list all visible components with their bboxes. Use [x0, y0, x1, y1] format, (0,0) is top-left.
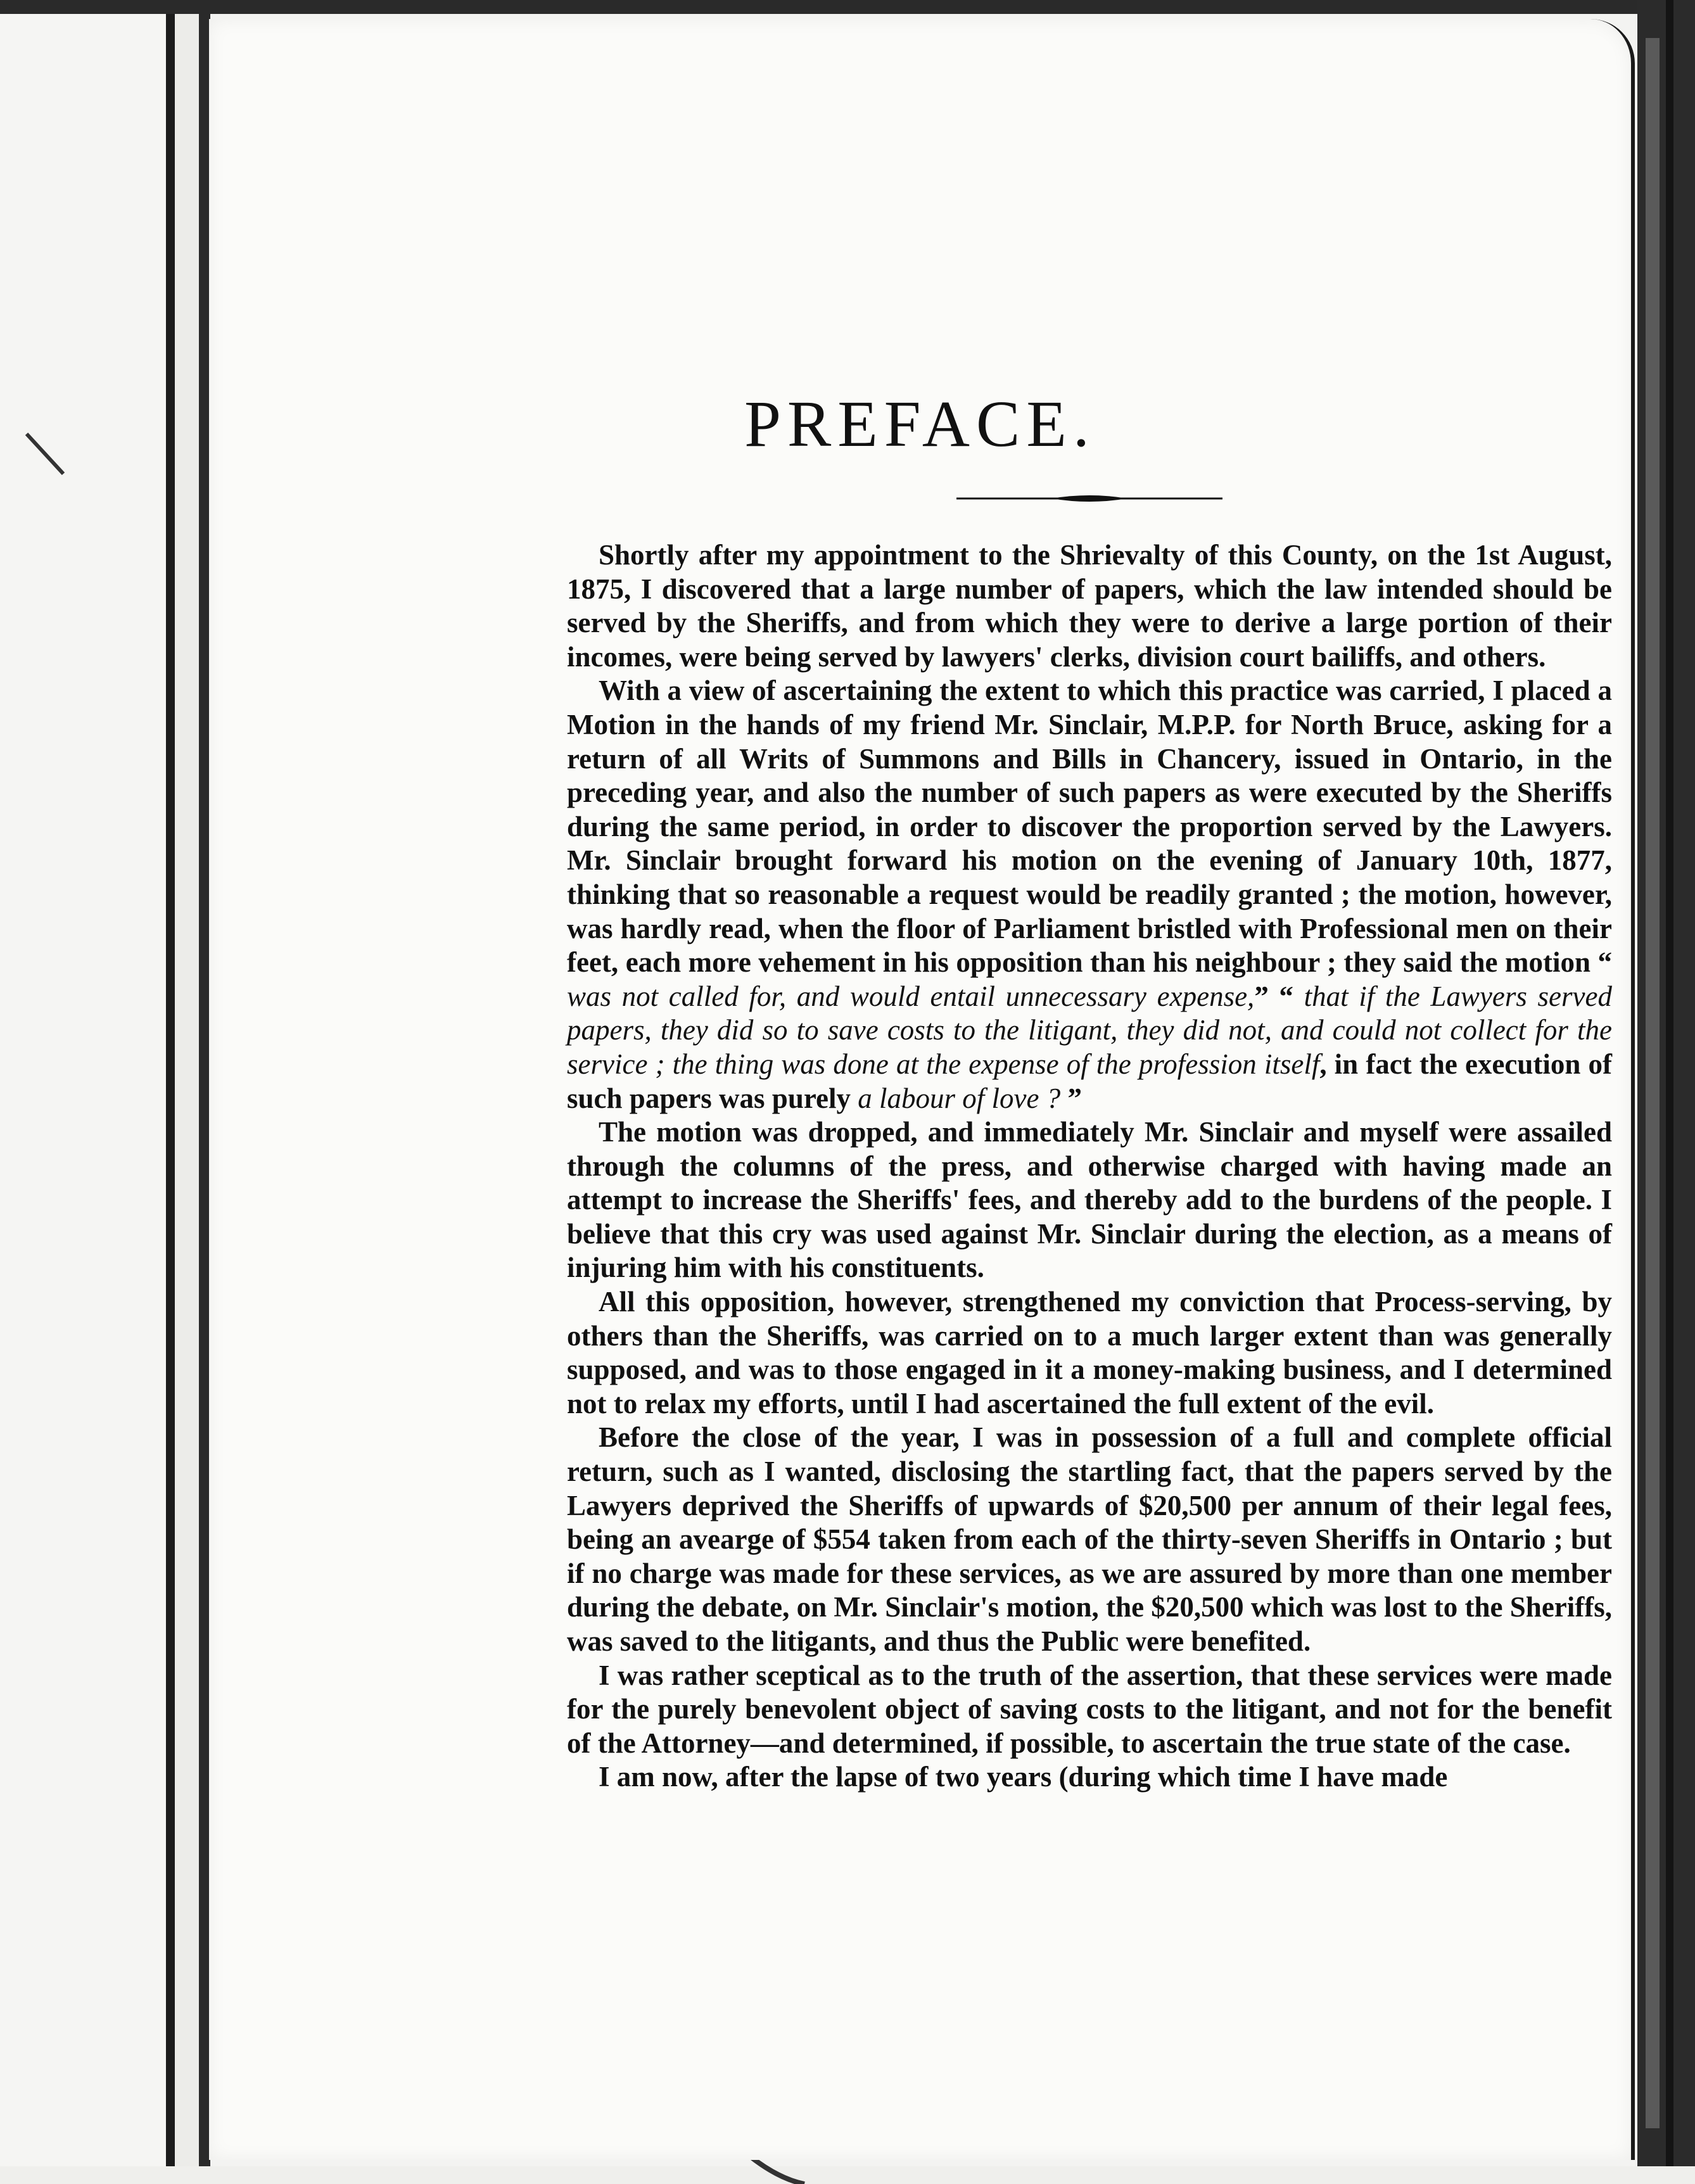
preface-paragraph: [567, 1115, 1612, 1285]
text-run: , in fact the execution of such papers was purely: [567, 1048, 1612, 1114]
book-page: [209, 19, 1635, 2160]
preface-paragraph: [567, 1421, 1612, 1658]
text-run: The motion was dropped, and immediately Mr. Sinclair and myself were assailed through the columns of the press, and otherwise charged with having made an attempt to increase the Sheriffs' fees, and thereby add to the burdens of the people. I believe that this cry was used against Mr. Sinclair during the election, as a means of injuring him with his constituents.: [567, 1116, 1612, 1284]
page-title: PREFACE.: [744, 388, 1096, 460]
title-ornament-rule: [956, 491, 1222, 506]
text-run: ” “: [1254, 980, 1304, 1012]
preface-paragraph: [567, 674, 1612, 1115]
preface-body: [567, 538, 1612, 1794]
italic-quote: that if the Lawyers served papers, they did so to save costs to the litigant, they did not, and could not collect for the service ; the thing was done at the expense of the profession itself: [567, 980, 1612, 1080]
italic-quote: a labour of love ?: [858, 1082, 1061, 1114]
text-run: ”: [1060, 1082, 1082, 1114]
preface-paragraph: [567, 1659, 1612, 1761]
text-run: I was rather sceptical as to the truth of the assertion, that these services were made for the purely benevolent object of saving costs to the litigant, and not for the benefit of the Attorney—and determined, if possible, to ascertain the true state of the case.: [567, 1659, 1612, 1759]
preface-paragraph: [567, 1760, 1612, 1794]
text-run: Shortly after my appointment to the Shrievalty of this County, on the 1st August, 1875, I discovered that a large number of papers, which the law intended should be served by the Sheriffs, and from which they were to derive a large portion of their incomes, were being served by lawyers' clerks, division court bailiffs, and others.: [567, 539, 1612, 673]
text-run: Before the close of the year, I was in possession of a full and complete official return, such as I wanted, disclosing the startling fact, that the papers served by the Lawyers deprived the Sheriffs of upwards of $20,500 per annum of their legal fees, being an avearge of $554 taken from each of the thirty-seven Sheriffs in Ontario ; but if no charge was made for these services, as we are assured by more than one member during the debate, on Mr. Sinclair's motion, the $20,500 which was lost to the Sheriffs, was saved to the litigants, and thus the Public were benefited.: [567, 1421, 1612, 1657]
italic-quote: was not called for, and would entail unnecessary expense,: [567, 980, 1255, 1012]
preface-paragraph: [567, 538, 1612, 674]
preface-paragraph: [567, 1285, 1612, 1421]
text-run: All this opposition, however, strengthened my conviction that Process-serving, by others than the Sheriffs, was carried on to a much larger extent than was generally supposed, and was to those engaged in it a money-making business, and I determined not to relax my efforts, until I had ascertained the full extent of the evil.: [567, 1286, 1612, 1419]
text-run: I am now, after the lapse of two years (during which time I have made: [599, 1761, 1448, 1793]
text-run: With a view of ascertaining the extent to which this practice was carried, I placed a Motion in the hands of my friend Mr. Sinclair, M.P.P. for North Bruce, asking for a return of all Writs of Summons and Bills in Chancery, issued in Ontario, in the preceding year, and also the number of such papers as were executed by the Sheriffs during the same period, in order to discover the proportion served by the Lawyers. Mr. Sinclair brought forward his motion on the evening of January 10th, 1877, thinking that so reasonable a request would be readily granted ; the motion, however, was hardly read, when the floor of Parliament bristled with Professional men on their feet, each more vehement in his opposition than his neighbour ; they said the motion “: [567, 675, 1612, 979]
